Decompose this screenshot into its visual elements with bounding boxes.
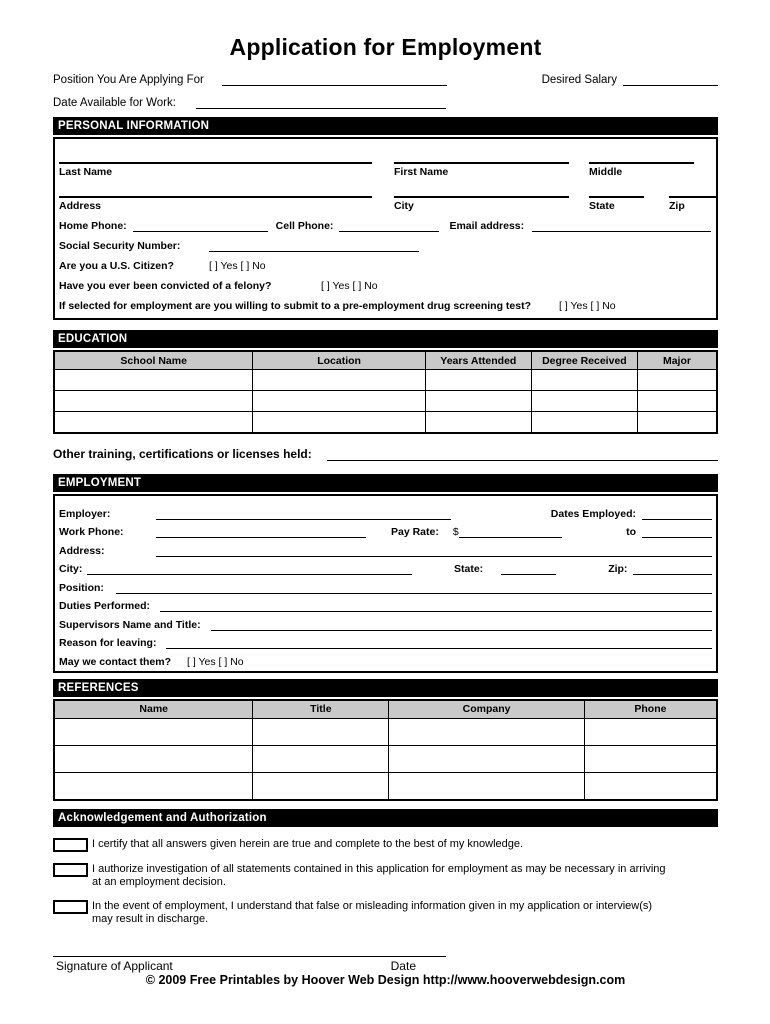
email-address-input-line[interactable]: [532, 219, 711, 232]
employer-label: Employer:: [59, 507, 111, 520]
address-label: Address: [59, 200, 102, 212]
discharge-checkbox[interactable]: [53, 900, 88, 914]
education-cell[interactable]: [531, 370, 637, 391]
authorize-statement: I authorize investigation of all statements contained in this application for employment as may be necessary in arriving at an employment decision.: [92, 862, 666, 888]
authorize-checkbox[interactable]: [53, 863, 88, 877]
employer-row: [59, 501, 712, 520]
employer-zip-label: Zip:: [608, 563, 628, 575]
home-phone-input-line[interactable]: [133, 219, 268, 232]
reference-cell[interactable]: [253, 745, 389, 772]
certify-checkbox[interactable]: [53, 838, 88, 852]
education-col-degree-received: Degree Received: [531, 351, 637, 370]
reason-leaving-row: [59, 631, 712, 650]
references-col-name: Name: [54, 700, 253, 719]
drug-test-question-row: [59, 298, 711, 312]
date-available-label: Date Available for Work:: [53, 97, 176, 109]
other-training-label: Other training, certifications or licenses held:: [53, 447, 312, 461]
employer-city-input-line[interactable]: [87, 562, 412, 575]
education-cell[interactable]: [637, 370, 717, 391]
employment-section-header: EMPLOYMENT: [53, 474, 718, 492]
references-row: [54, 718, 717, 745]
signature-date-label: Date: [390, 958, 416, 973]
education-cell[interactable]: [54, 391, 253, 412]
employer-input-line[interactable]: [156, 507, 451, 520]
reference-cell[interactable]: [389, 745, 585, 772]
education-col-years-attended: Years Attended: [425, 351, 531, 370]
education-cell[interactable]: [253, 391, 425, 412]
cell-phone-input-line[interactable]: [339, 219, 439, 232]
ssn-input-line[interactable]: [209, 239, 419, 252]
signature-applicant-label: Signature of Applicant: [56, 958, 173, 973]
middle-name-label: Middle: [589, 166, 623, 178]
education-cell[interactable]: [531, 391, 637, 412]
discharge-statement: In the event of employment, I understand that false or misleading information given in my application or interview(s) may result in discharge.: [92, 899, 653, 925]
date-available-input-line[interactable]: [196, 96, 446, 109]
middle-name-field: [589, 148, 694, 178]
references-col-title: Title: [253, 700, 389, 719]
employer-zip-input-line[interactable]: [633, 562, 712, 575]
reference-cell[interactable]: [253, 718, 389, 745]
first-name-input-line[interactable]: [394, 148, 569, 164]
reference-cell[interactable]: [584, 772, 717, 800]
education-cell[interactable]: [637, 412, 717, 434]
citizen-question-label: Are you a U.S. Citizen?: [59, 260, 174, 272]
acknowledgement-item: [53, 900, 718, 926]
education-col-school-name: School Name: [54, 351, 253, 370]
last-name-field: [59, 148, 372, 178]
work-phone-input-line[interactable]: [156, 525, 366, 538]
education-cell[interactable]: [54, 370, 253, 391]
zip-input-line[interactable]: [669, 182, 716, 198]
city-field: [394, 182, 569, 212]
signature-labels-row: [53, 959, 446, 973]
felony-question-label: Have you ever been convicted of a felony?: [59, 280, 272, 292]
work-phone-row: [59, 520, 712, 539]
reference-cell[interactable]: [54, 745, 253, 772]
position-applying-input-line[interactable]: [222, 73, 447, 86]
education-cell[interactable]: [253, 370, 425, 391]
desired-salary-label: Desired Salary: [541, 74, 617, 86]
employment-section: [53, 494, 718, 673]
email-address-label: Email address:: [449, 220, 525, 232]
state-label: State: [589, 200, 615, 212]
last-name-label: Last Name: [59, 166, 113, 178]
employer-address-row: [59, 538, 712, 557]
phones-row: [59, 218, 711, 232]
references-row: [54, 745, 717, 772]
education-table: [53, 350, 718, 434]
education-section-header: EDUCATION: [53, 330, 718, 348]
other-training-row: [53, 445, 718, 461]
education-cell[interactable]: [637, 391, 717, 412]
references-col-phone: Phone: [584, 700, 717, 719]
dates-employed-to-input-line[interactable]: [642, 525, 712, 538]
education-cell[interactable]: [253, 412, 425, 434]
duties-row: [59, 594, 712, 613]
references-col-company: Company: [389, 700, 585, 719]
dates-employed-to-label: to: [626, 526, 636, 538]
drug-test-question-label: If selected for employment are you willing to submit to a pre-employment drug screening test?: [59, 300, 531, 312]
other-training-input-line[interactable]: [327, 448, 718, 461]
position-held-input-line[interactable]: [116, 581, 712, 594]
position-held-label: Position:: [59, 581, 104, 594]
references-section-header: REFERENCES: [53, 679, 718, 697]
acknowledgement-section-header: Acknowledgement and Authorization: [53, 809, 718, 827]
city-label: City: [394, 200, 414, 212]
dates-employed-label: Dates Employed:: [550, 507, 636, 520]
supervisor-row: [59, 612, 712, 631]
felony-yes-no-checkboxes[interactable]: [ ] Yes [ ] No: [321, 280, 378, 292]
footer-copyright: © 2009 Free Printables by Hoover Web Design http://www.hooverwebdesign.com: [145, 972, 626, 987]
employer-city-row: [59, 557, 712, 576]
employer-state-label: State:: [454, 563, 484, 575]
education-cell[interactable]: [531, 412, 637, 434]
reference-cell[interactable]: [253, 772, 389, 800]
contact-yes-no-checkboxes[interactable]: [ ] Yes [ ] No: [187, 655, 244, 668]
ssn-row: [59, 238, 711, 252]
reference-cell[interactable]: [389, 772, 585, 800]
reference-cell[interactable]: [54, 772, 253, 800]
dates-employed-from-input-line[interactable]: [642, 507, 712, 520]
felony-question-row: [59, 278, 711, 292]
duties-performed-label: Duties Performed:: [59, 600, 151, 612]
position-applying-label: Position You Are Applying For: [53, 74, 204, 86]
education-cell[interactable]: [54, 412, 253, 434]
contact-question-label: May we contact them?: [59, 655, 172, 668]
education-row: [54, 391, 717, 412]
contact-question-row: [59, 649, 712, 668]
pay-rate-currency-symbol: $: [452, 526, 459, 538]
education-row: [54, 370, 717, 391]
education-row: [54, 412, 717, 434]
city-input-line[interactable]: [394, 182, 569, 198]
acknowledgement-item: [53, 838, 718, 852]
references-row: [54, 772, 717, 800]
reference-cell[interactable]: [584, 718, 717, 745]
address-field: [59, 182, 372, 212]
state-field: [589, 182, 644, 212]
personal-information-section-header: PERSONAL INFORMATION: [53, 117, 718, 135]
education-col-major: Major: [637, 351, 717, 370]
page-title: Application for Employment: [229, 34, 542, 60]
name-field-row: [59, 148, 711, 178]
home-phone-label: Home Phone:: [59, 220, 127, 232]
personal-information-section: [53, 137, 718, 320]
pay-rate-input-line[interactable]: [459, 525, 562, 538]
state-input-line[interactable]: [589, 182, 644, 198]
education-cell[interactable]: [425, 370, 531, 391]
work-phone-label: Work Phone:: [59, 526, 124, 538]
reference-cell[interactable]: [54, 718, 253, 745]
address-input-line[interactable]: [59, 182, 372, 198]
middle-name-input-line[interactable]: [589, 148, 694, 164]
desired-salary-input-line[interactable]: [623, 73, 718, 86]
reference-cell[interactable]: [389, 718, 585, 745]
date-available-row: [53, 94, 718, 109]
reference-cell[interactable]: [584, 745, 717, 772]
zip-field: [669, 182, 716, 212]
duties-performed-input-line[interactable]: [160, 599, 712, 612]
citizen-question-row: [59, 258, 711, 272]
education-cell[interactable]: [425, 412, 531, 434]
position-held-row: [59, 575, 712, 594]
references-header-row: [54, 700, 717, 719]
certify-statement: I certify that all answers given herein are true and complete to the best of my knowledge.: [92, 837, 524, 850]
cell-phone-label: Cell Phone:: [275, 220, 334, 232]
position-row: [53, 71, 718, 86]
supervisor-name-title-label: Supervisors Name and Title:: [59, 618, 201, 631]
zip-label: Zip: [669, 200, 685, 212]
supervisor-name-title-input-line[interactable]: [211, 618, 712, 631]
employer-city-label: City:: [59, 563, 83, 575]
pay-rate-label: Pay Rate:: [391, 526, 439, 538]
employer-state-input-line[interactable]: [501, 562, 556, 575]
education-col-location: Location: [253, 351, 425, 370]
references-table: [53, 699, 718, 801]
employer-address-input-line[interactable]: [156, 544, 712, 557]
signature-block: [53, 956, 446, 973]
first-name-label: First Name: [394, 166, 449, 178]
reason-for-leaving-label: Reason for leaving:: [59, 637, 157, 649]
drug-test-yes-no-checkboxes[interactable]: [ ] Yes [ ] No: [559, 300, 616, 312]
reason-for-leaving-input-line[interactable]: [166, 636, 712, 649]
first-name-field: [394, 148, 569, 178]
education-cell[interactable]: [425, 391, 531, 412]
acknowledgement-item: [53, 863, 718, 889]
address-field-row: [59, 182, 711, 212]
ssn-label: Social Security Number:: [59, 240, 181, 252]
citizen-yes-no-checkboxes[interactable]: [ ] Yes [ ] No: [209, 260, 266, 272]
last-name-input-line[interactable]: [59, 148, 372, 164]
employer-address-label: Address:: [59, 544, 105, 557]
education-header-row: [54, 351, 717, 370]
